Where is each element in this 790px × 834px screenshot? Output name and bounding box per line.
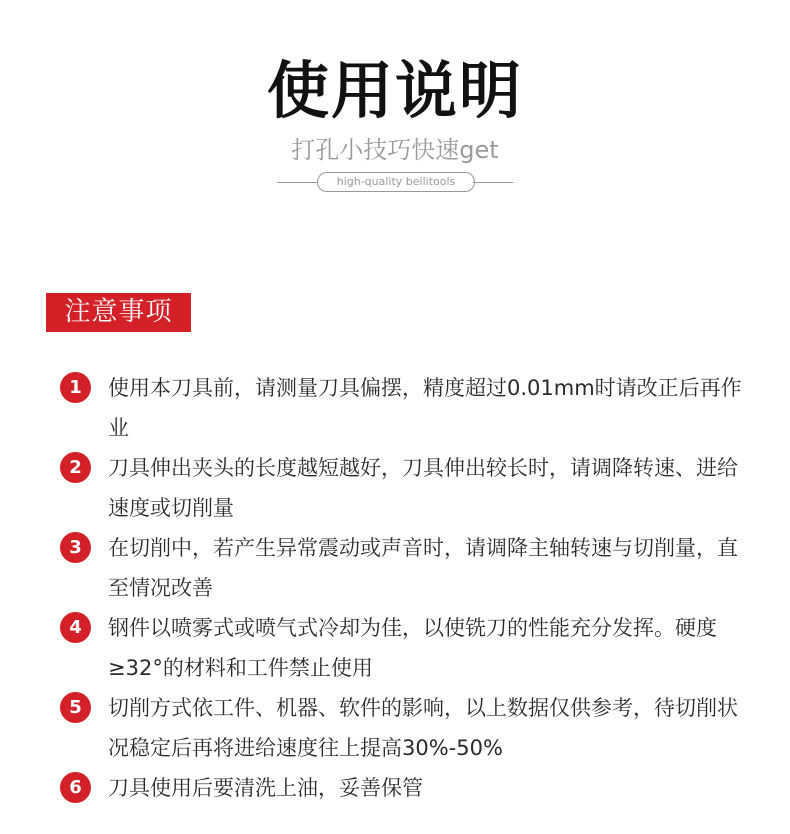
header bbox=[0, 0, 790, 200]
brand-tag: high-quality beilitools bbox=[317, 172, 475, 192]
note-text: 在切削中，若产生异常震动或声音时，请调降主轴转速与切削量，直至情况改善 bbox=[108, 536, 738, 600]
note-number-badge: 2 bbox=[60, 452, 91, 483]
tag-divider-right bbox=[473, 182, 513, 183]
brand-tag-row bbox=[0, 171, 790, 193]
tag-divider-left bbox=[277, 182, 317, 183]
note-number-badge: 6 bbox=[60, 772, 91, 803]
note-text: 刀具伸出夹头的长度越短越好，刀具伸出较长时，请调降转速、进给速度或切削量 bbox=[108, 456, 738, 520]
note-text: 使用本刀具前，请测量刀具偏摆，精度超过0.01mm时请改正后再作业 bbox=[108, 376, 742, 440]
note-number-badge: 5 bbox=[60, 692, 91, 723]
note-text: 刀具使用后要清洗上油，妥善保管 bbox=[108, 776, 423, 800]
note-text: 钢件以喷雾式或喷气式冷却为佳，以使铣刀的性能充分发挥。硬度≥32°的材料和工件禁止使用 bbox=[108, 616, 717, 680]
note-text: 切削方式依工件、机器、软件的影响，以上数据仅供参考，待切削状况稳定后再将进给速度往上提高30%-50% bbox=[108, 696, 738, 760]
page-title: 使用说明 bbox=[266, 54, 523, 127]
note-number-badge: 3 bbox=[60, 532, 91, 563]
note-number-badge: 1 bbox=[60, 372, 91, 403]
page-subtitle: 打孔小技巧快速get bbox=[291, 136, 499, 164]
section-title-badge: 注意事项 bbox=[46, 293, 191, 332]
note-number-badge: 4 bbox=[60, 612, 91, 643]
